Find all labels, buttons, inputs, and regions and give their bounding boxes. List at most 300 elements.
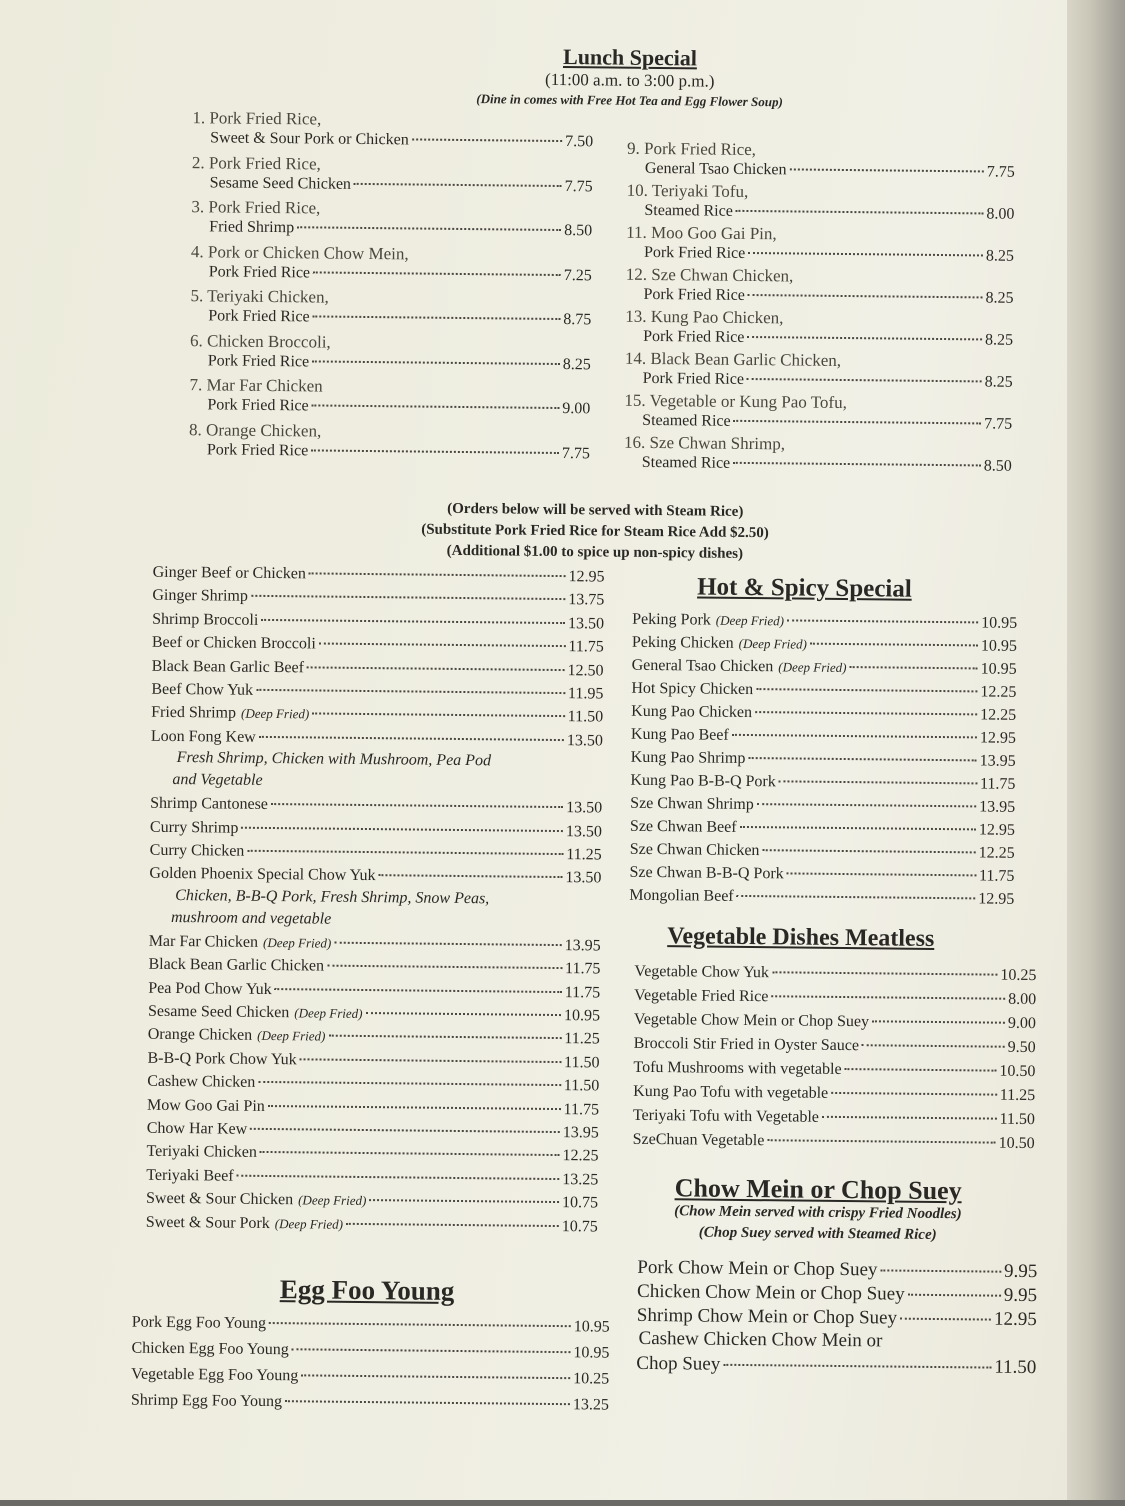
dot-leader — [740, 826, 976, 830]
menu-item — [132, 1314, 610, 1337]
menu-item — [644, 202, 1014, 224]
item-price: 8.50 — [983, 457, 1012, 475]
item-price: 8.50 — [564, 222, 593, 240]
item-name: Beef or Chicken Broccoli — [151, 633, 316, 653]
menu-item — [209, 263, 592, 285]
item-price: 11.75 — [563, 1100, 600, 1119]
lunch-item-line1: 14. Black Bean Garlic Chicken, — [624, 348, 842, 370]
steam-rice-note-2: (Substitute Pork Fried Rice for Steam Rice Add $2.50) — [421, 521, 769, 542]
chop-suey-note: (Chop Suey served with Steamed Rice) — [698, 1224, 937, 1244]
menu-item — [150, 818, 602, 841]
item-price: 10.95 — [980, 637, 1017, 655]
item-name: Pork Fried Rice — [643, 327, 745, 346]
item-name: Shrimp Chow Mein or Chop Suey — [636, 1304, 898, 1329]
dot-leader — [301, 1374, 570, 1379]
dot-leader — [250, 1128, 560, 1133]
item-price: 7.25 — [563, 266, 592, 284]
vegetable-heading: Vegetable Dishes Meatless — [667, 923, 935, 952]
dot-leader — [268, 1105, 561, 1110]
dot-leader — [779, 780, 977, 784]
item-name: Pork Fried Rice — [642, 369, 745, 388]
item-name: Sweet & Sour Chicken — [145, 1189, 294, 1209]
item-name: Chicken Chow Mein or Chop Suey — [636, 1280, 905, 1305]
item-name: Kung Pao Chicken — [631, 702, 753, 722]
menu-item — [633, 1131, 1035, 1153]
item-name: Loon Fong Kew — [150, 727, 256, 746]
dot-leader — [309, 572, 566, 577]
menu-item — [131, 1366, 609, 1389]
menu-item — [148, 956, 600, 979]
menu-item — [151, 704, 603, 727]
item-price: 9.95 — [1003, 1284, 1038, 1307]
menu-item — [153, 564, 605, 587]
menu-item — [645, 160, 1015, 182]
menu-item — [151, 681, 603, 704]
menu-item — [630, 772, 1015, 794]
chow-mein-notes — [638, 1201, 998, 1247]
item-name: Tofu Mushrooms with vegetable — [633, 1058, 842, 1079]
dot-leader — [850, 666, 978, 669]
item-price: 8.25 — [984, 373, 1013, 391]
dot-leader — [307, 666, 565, 671]
dot-leader — [787, 619, 978, 623]
menu-item — [644, 244, 1014, 266]
item-name: Shrimp Egg Foo Young — [130, 1391, 283, 1411]
item-price: 12.25 — [978, 844, 1015, 862]
menu-item — [207, 396, 590, 418]
item-price: 8.25 — [985, 331, 1014, 349]
item-price: 12.50 — [567, 661, 604, 680]
dot-leader — [312, 404, 560, 409]
item-price: 13.50 — [565, 869, 602, 887]
dot-leader — [300, 1058, 561, 1063]
menu-item — [147, 1120, 599, 1143]
item-name: Pork Fried Rice — [207, 396, 309, 415]
dot-leader — [247, 850, 563, 855]
item-name: Beef Chow Yuk — [151, 680, 254, 699]
menu-item — [631, 703, 1016, 725]
menu-item — [152, 657, 604, 680]
item-price: 12.95 — [568, 568, 605, 586]
item-price: 8.75 — [563, 311, 592, 329]
item-price: 12.95 — [978, 821, 1016, 839]
item-price: 13.95 — [562, 1124, 599, 1142]
deep-fried-tag: (Deep Fried) — [257, 1028, 326, 1044]
dot-leader — [747, 336, 982, 340]
dot-leader — [261, 619, 565, 624]
item-name: Pork Fried Rice — [208, 262, 311, 281]
lunch-left-column — [1, 0, 1125, 6]
dot-leader — [737, 895, 976, 899]
menu-item — [631, 749, 1016, 771]
menu-item — [207, 441, 590, 463]
lunch-item-line1: 12. Sze Chwan Chicken, — [625, 264, 794, 286]
menu-item — [151, 728, 603, 751]
item-name: Black Bean Garlic Beef — [151, 657, 305, 676]
menu-item — [147, 1073, 599, 1096]
dot-leader — [810, 643, 978, 647]
item-name: Chicken Egg Foo Young — [131, 1339, 289, 1359]
item-price: 11.75 — [979, 775, 1016, 793]
item-name: Chow Har Kew — [146, 1119, 248, 1138]
item-name: B-B-Q Pork Chow Yuk — [147, 1049, 297, 1069]
menu-item — [643, 286, 1013, 308]
item-price: 10.25 — [573, 1370, 610, 1388]
item-price: 13.75 — [568, 591, 605, 609]
dot-leader — [259, 736, 564, 741]
item-name: Sesame Seed Chicken — [209, 173, 352, 193]
lunch-item-line1: 3. Pork Fried Rice, — [191, 197, 321, 218]
item-price: 10.75 — [561, 1194, 599, 1212]
item-price: 13.95 — [979, 798, 1016, 816]
menu-item — [633, 1083, 1035, 1105]
item-price: 11.50 — [994, 1356, 1037, 1379]
hot-spicy-heading: Hot & Spicy Special — [697, 573, 912, 603]
item-price: 10.50 — [999, 1062, 1036, 1081]
item-name: Broccoli Stir Fried in Oyster Sauce — [633, 1034, 860, 1055]
item-name: General Tsao Chicken — [644, 159, 787, 179]
dot-leader — [260, 1151, 560, 1156]
deep-fried-tag: (Deep Fried) — [715, 612, 785, 629]
dot-leader — [346, 1222, 559, 1226]
item-name: SzeChuan Vegetable — [632, 1130, 765, 1150]
item-price: 13.25 — [572, 1396, 610, 1414]
dot-leader — [790, 168, 984, 172]
item-name-line1: Cashew Chicken Chow Mein or — [638, 1327, 883, 1352]
lunch-item-line1: 6. Chicken Broccoli, — [189, 330, 331, 352]
item-name: Curry Chicken — [149, 841, 245, 860]
lunch-item-line1: 16. Sze Chwan Shrimp, — [623, 432, 786, 454]
item-name: Ginger Beef or Chicken — [152, 563, 306, 583]
item-price: 8.25 — [985, 289, 1014, 307]
item-price: 10.95 — [980, 660, 1017, 678]
steam-rice-notes — [385, 498, 806, 565]
lunch-special-hours: (11:00 a.m. to 3:00 p.m.) — [545, 69, 715, 91]
lunch-special-title: Lunch Special — [562, 44, 698, 71]
menu-item — [208, 307, 591, 329]
item-name: Pork Fried Rice — [643, 285, 745, 304]
item-name: Chop Suey — [636, 1352, 721, 1375]
item-price: 13.25 — [562, 1170, 599, 1189]
main-right-column — [1, 0, 1125, 6]
lunch-item-line1: 2. Pork Fried Rice, — [191, 152, 321, 174]
menu-item — [634, 1011, 1036, 1033]
item-price: 10.95 — [573, 1344, 610, 1362]
item-name: Peking Pork — [632, 610, 711, 629]
deep-fried-tag: (Deep Fried) — [738, 635, 807, 652]
item-price: 7.75 — [986, 163, 1015, 181]
item-price: 9.00 — [562, 400, 591, 418]
item-price: 11.50 — [564, 1053, 600, 1072]
item-name: General Tsao Chicken — [631, 656, 774, 676]
menu-item — [629, 864, 1014, 886]
menu-item — [146, 1143, 598, 1166]
item-description: and Vegetable — [172, 771, 263, 790]
dot-leader — [862, 1044, 1005, 1047]
menu-item — [637, 1281, 1037, 1307]
item-description: Fresh Shrimp, Chicken with Mushroom, Pea Pod — [176, 749, 492, 770]
item-price: 13.50 — [566, 731, 603, 750]
dot-leader — [312, 360, 560, 365]
lunch-item-line1: 13. Kung Pao Chicken, — [625, 306, 784, 328]
dot-leader — [845, 1068, 997, 1072]
item-name: Mow Goo Gai Pin — [146, 1096, 265, 1115]
steam-rice-note-3: (Additional $1.00 to spice up non-spicy dishes) — [446, 542, 744, 562]
dot-leader — [354, 182, 562, 186]
dot-leader — [241, 826, 563, 831]
item-price: 13.50 — [568, 614, 605, 633]
chow-mein-heading: Chow Mein or Chop Suey — [674, 1173, 962, 1206]
item-name: Kung Pao Beef — [630, 725, 729, 744]
item-price: 12.95 — [993, 1308, 1037, 1331]
item-name: Mar Far Chicken — [148, 932, 259, 951]
item-price: 10.95 — [981, 614, 1018, 632]
deep-fried-tag: (Deep Fried) — [240, 706, 310, 722]
item-name: Vegetable Chow Mein or Chop Suey — [633, 1010, 870, 1031]
dot-leader — [733, 462, 981, 467]
item-price: 13.95 — [979, 752, 1016, 770]
item-price: 10.50 — [998, 1134, 1035, 1153]
item-name: Hot Spicy Chicken — [631, 679, 754, 699]
dot-leader — [762, 849, 975, 853]
menu-item — [131, 1340, 609, 1363]
menu-item — [636, 1353, 1036, 1379]
item-name: Orange Chicken — [147, 1026, 253, 1045]
item-name: Fried Shrimp — [151, 704, 237, 723]
menu-item — [631, 680, 1016, 702]
dot-leader — [285, 1400, 570, 1405]
dot-leader — [313, 315, 561, 320]
dot-leader — [787, 872, 976, 876]
dot-leader — [297, 226, 561, 231]
menu-item — [208, 352, 591, 374]
item-name: Steamed Rice — [641, 453, 731, 472]
menu-item — [146, 1213, 598, 1236]
dot-leader — [334, 941, 561, 945]
dot-leader — [756, 688, 977, 692]
lunch-special-note: (Dine in comes with Free Hot Tea and Egg Flower Soup) — [476, 91, 783, 110]
dot-leader — [732, 734, 977, 739]
deep-fried-tag: (Deep Fried) — [778, 659, 847, 676]
dot-leader — [748, 757, 976, 761]
item-price: 9.95 — [1003, 1260, 1038, 1283]
item-description: Chicken, B-B-Q Pork, Fresh Shrimp, Snow Peas, — [175, 886, 490, 908]
item-name: Pork Fried Rice — [643, 243, 746, 262]
dot-leader — [271, 803, 563, 808]
item-description: mushroom and vegetable — [170, 908, 332, 928]
item-name: Sze Chwan B-B-Q Pork — [629, 863, 784, 883]
item-name: Vegetable Fried Rice — [634, 986, 769, 1006]
dot-leader — [771, 995, 1005, 999]
menu-item — [643, 370, 1013, 392]
dot-leader — [723, 1364, 991, 1369]
lunch-item-line1: 9. Pork Fried Rice, — [626, 138, 757, 160]
menu-item — [210, 174, 593, 196]
lunch-item-line1: 15. Vegetable or Kung Pao Tofu, — [624, 390, 847, 413]
lunch-item-line1: 5. Teriyaki Chicken, — [190, 286, 329, 307]
item-name: Pork Fried Rice — [208, 307, 310, 326]
menu-item — [209, 218, 592, 240]
menu-item — [148, 979, 600, 1002]
item-price: 7.50 — [565, 133, 594, 151]
item-name: Pork Fried Rice — [206, 440, 309, 459]
item-name: Golden Phoenix Special Chow Yuk — [149, 865, 376, 885]
lunch-item-line1: 10. Teriyaki Tofu, — [626, 180, 749, 201]
dot-leader — [275, 988, 562, 993]
item-name: Sze Chwan Shrimp — [630, 794, 754, 814]
item-price: 10.25 — [1000, 966, 1037, 985]
dot-leader — [900, 1318, 991, 1321]
dot-leader — [379, 875, 563, 879]
menu-item — [633, 1107, 1035, 1129]
menu-item — [147, 1050, 599, 1073]
dot-leader — [313, 271, 561, 276]
menu-item — [150, 795, 602, 818]
item-name: Kung Pao B-B-Q Pork — [630, 771, 776, 791]
item-price: 9.00 — [1007, 1014, 1037, 1033]
menu-item — [149, 865, 601, 888]
menu-item — [632, 611, 1017, 633]
dot-leader — [412, 138, 562, 142]
menu-item — [146, 1190, 598, 1213]
dot-leader — [319, 643, 566, 648]
menu-item — [631, 726, 1016, 748]
item-name: Teriyaki Beef — [146, 1166, 234, 1185]
deep-fried-tag: (Deep Fried) — [294, 1005, 363, 1021]
dot-leader — [237, 1174, 560, 1179]
egg-foo-young-heading: Egg Foo Young — [279, 1274, 455, 1306]
menu-item — [629, 887, 1014, 909]
item-price: 12.25 — [562, 1147, 599, 1165]
lunch-item-line1: 8. Orange Chicken, — [189, 419, 322, 441]
item-price: 10.75 — [561, 1217, 598, 1236]
menu-item — [148, 1003, 600, 1026]
item-name: Vegetable Egg Foo Young — [131, 1365, 299, 1385]
dot-leader — [256, 689, 565, 694]
item-name: Shrimp Broccoli — [152, 610, 259, 629]
item-price: 11.75 — [568, 638, 604, 656]
item-name: Mongolian Beef — [629, 886, 734, 905]
dot-leader — [747, 378, 982, 382]
lunch-item-line1: 4. Pork or Chicken Chow Mein, — [190, 241, 409, 263]
item-name: Fried Shrimp — [209, 218, 295, 237]
item-price: 11.50 — [999, 1110, 1036, 1129]
item-price: 12.25 — [980, 706, 1017, 724]
item-name: Steamed Rice — [642, 411, 731, 430]
dot-leader — [366, 1012, 561, 1016]
dot-leader — [311, 449, 559, 454]
item-price: 7.75 — [561, 444, 590, 462]
dot-leader — [872, 1020, 1005, 1023]
item-price: 11.50 — [563, 1077, 600, 1095]
item-price: 13.50 — [566, 799, 603, 817]
dot-leader — [880, 1269, 1001, 1272]
menu-item — [131, 1392, 609, 1415]
item-name: Sze Chwan Beef — [629, 817, 737, 836]
item-price: 11.25 — [999, 1086, 1036, 1105]
menu-item — [632, 634, 1017, 656]
dot-leader — [734, 420, 982, 425]
item-price: 13.50 — [565, 822, 603, 841]
menu-item — [152, 587, 604, 610]
steam-rice-note-1: (Orders below will be served with Steam Rice) — [447, 500, 744, 520]
item-name: Black Bean Garlic Chicken — [148, 955, 325, 975]
item-name: Pork Fried Rice — [207, 351, 310, 370]
dot-leader — [748, 252, 983, 256]
item-name: Sweet & Sour Pork — [145, 1213, 270, 1232]
lunch-right-column — [1, 0, 1125, 6]
dot-leader — [328, 1035, 561, 1039]
item-price: 11.50 — [567, 708, 604, 726]
menu-item — [147, 1096, 599, 1119]
menu-item — [632, 657, 1017, 679]
item-name: Cashew Chicken — [147, 1072, 256, 1092]
item-name: Sesame Seed Chicken — [147, 1002, 290, 1022]
item-price: 11.75 — [978, 867, 1015, 885]
dot-leader — [767, 1139, 995, 1143]
deep-fried-tag: (Deep Fried) — [298, 1192, 367, 1209]
menu-item — [150, 842, 602, 865]
menu-item — [630, 818, 1015, 840]
item-name: Teriyaki Tofu with Vegetable — [632, 1106, 820, 1126]
dot-leader — [755, 711, 977, 715]
item-price: 11.75 — [564, 960, 601, 978]
dot-leader — [312, 713, 564, 718]
dot-leader — [327, 965, 562, 969]
dot-leader — [822, 1116, 997, 1120]
item-name: Ginger Shrimp — [152, 587, 248, 606]
item-name: Pork Egg Foo Young — [131, 1313, 267, 1332]
chow-mein-note: (Chow Mein served with crispy Fried Noodles) — [674, 1203, 962, 1223]
menu-item — [634, 987, 1036, 1009]
item-price: 8.00 — [1008, 990, 1037, 1009]
item-price: 8.25 — [562, 355, 591, 373]
item-name: Steamed Rice — [644, 201, 733, 220]
item-price: 11.25 — [564, 1030, 600, 1048]
item-name: Sweet & Sour Pork or Chicken — [210, 129, 409, 149]
item-price: 8.00 — [986, 205, 1015, 223]
dot-leader — [292, 1348, 571, 1353]
item-name: Pea Pod Chow Yuk — [148, 979, 272, 998]
dot-leader — [269, 1322, 571, 1327]
item-price: 12.95 — [979, 729, 1017, 747]
item-name: Vegetable Chow Yuk — [634, 962, 770, 982]
lunch-item-line1: 7. Mar Far Chicken — [189, 375, 323, 396]
menu-item — [630, 841, 1015, 863]
menu-item — [630, 795, 1015, 817]
item-name: Shrimp Cantonese — [150, 794, 269, 814]
item-price: 10.95 — [563, 1007, 601, 1025]
dot-leader — [772, 971, 998, 975]
item-name: Peking Chicken — [631, 633, 734, 652]
lunch-item-line1: 11. Moo Goo Gai Pin, — [626, 222, 777, 244]
menu-item — [210, 129, 593, 151]
dot-leader — [748, 294, 983, 298]
item-price: 13.95 — [564, 936, 601, 955]
item-name: Pork Chow Mein or Chop Suey — [637, 1256, 878, 1281]
item-price: 12.95 — [978, 890, 1015, 908]
menu-item — [637, 1305, 1037, 1331]
item-name: Curry Shrimp — [149, 818, 239, 837]
item-price: 9.50 — [1007, 1038, 1036, 1057]
menu-item — [149, 933, 601, 956]
menu-item — [634, 1035, 1036, 1057]
main-left-column — [1, 0, 1125, 6]
item-price: 8.25 — [985, 247, 1015, 265]
menu-item — [642, 412, 1012, 434]
menu-item — [152, 634, 604, 657]
dot-leader — [831, 1092, 997, 1096]
